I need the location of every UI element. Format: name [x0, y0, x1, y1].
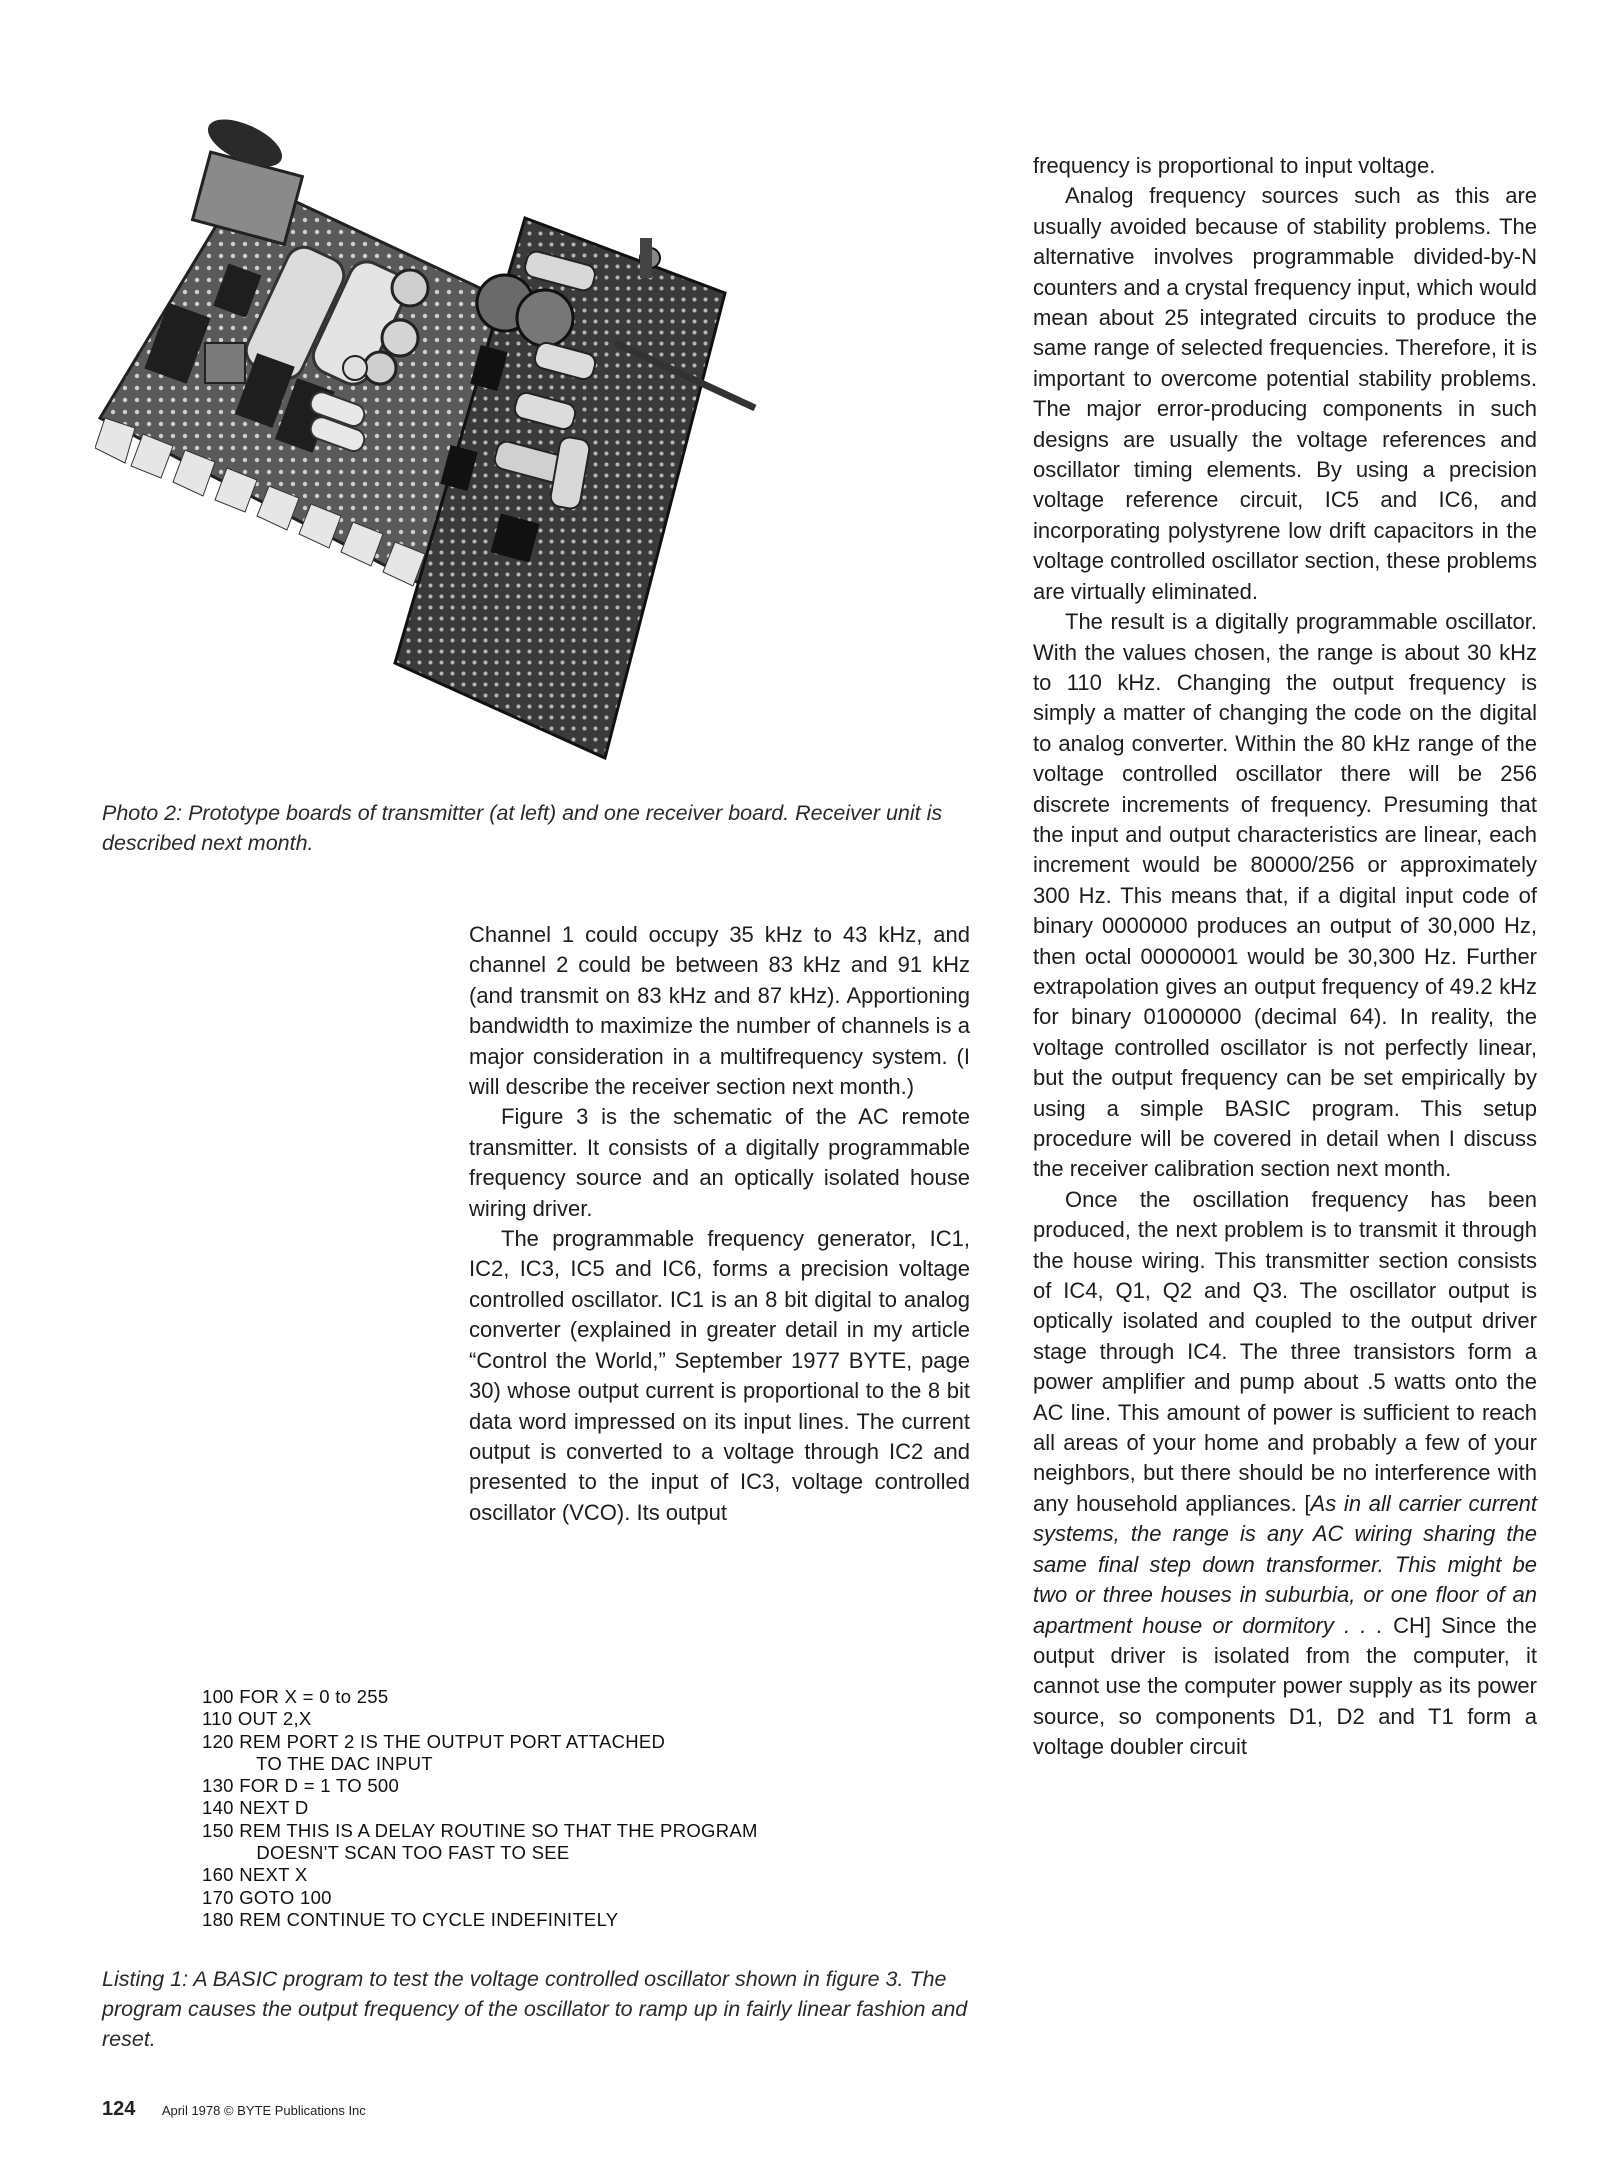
listing-line: TO THE DAC INPUT — [202, 1752, 433, 1774]
editor-note-italic: As in all carrier current systems, the range is any AC wiring sharing the same final step down transformer. This might be two or three houses in suburbia, or one floor of an apartment house or dormitory . . . — [1033, 1490, 1537, 1638]
right-paragraph-last — [1033, 1185, 1537, 1763]
last-para-start: Once the oscillation frequency has been produced, the next problem is to transmit it through the house wiring. This transmitter section consists of IC4, Q1, Q2 and Q3. The oscillator output is optically isolated and coupled to the output driver stage through IC4. The three transistors form a power amplifier and pump about .5 watts onto the AC line. This amount of power is sufficient to reach all areas of your home and probably a few of your neighbors, but there should be no interference with any household appliances. [ — [1033, 1186, 1537, 1516]
right-paragraph: The result is a digitally programmable oscillator. With the values chosen, the range is about 30 kHz to 110 kHz. Changing the output frequency is simply a matter of changing the code on the digital to analog converter. Within the 80 kHz range of the voltage controlled oscillator there will be 256 discrete increments of frequency. Presuming that the input and output characteristics are linear, each increment would be 80000/256 or approximately 300 Hz. This means that, if a digital input code of binary 0000000 produces an output of 30,000 Hz, then octal 00000001 would be 30,300 Hz. Further extrapolation gives an output frequency of 49.2 kHz for binary 01000000 (decimal 64). In reality, the voltage controlled oscillator is not perfectly linear, but the output frequency can be set empirically by using a simple BASIC program. This setup procedure will be covered in detail when I discuss the receiver calibration section next month. — [1033, 609, 1537, 1182]
middle-paragraph: Figure 3 is the schematic of the AC remote transmitter. It consists of a digitally programmable frequency source and an optically isolated house wiring driver. — [469, 1104, 970, 1221]
listing-line: 150 REM THIS IS A DELAY ROUTINE SO THAT THE PROGRAM — [202, 1819, 758, 1841]
footer-copyright: April 1978 © BYTE Publications Inc — [161, 2103, 366, 2118]
listing-line: 130 FOR D = 1 TO 500 — [202, 1775, 400, 1797]
middle-paragraph: The programmable frequency generator, IC1, IC2, IC3, IC5 and IC6, forms a precision voltage controlled oscillator. IC1 is an 8 bit digital to analog converter (explained in greater detail in my article “Control the World,” September 1977 BYTE, page 30) whose output current is proportional to the 8 bit data word impressed on its input lines. The current output is converted to a voltage through IC2 and presented to the input of IC3, voltage controlled oscillator (VCO). Its output — [469, 1226, 970, 1525]
listing-line: 180 REM CONTINUE TO CYCLE INDEFINITELY — [202, 1908, 619, 1930]
right-column — [1033, 151, 1537, 1763]
listing-line: 170 GOTO 100 — [202, 1886, 332, 1908]
editor-initials: CH] — [1382, 1612, 1431, 1638]
prototype-boards-photo — [95, 118, 1000, 780]
photo-caption: Photo 2: Prototype boards of transmitter (at left) and one receiver board. Receiver unit is described next month. — [102, 801, 943, 855]
right-paragraph: Analog frequency sources such as this are usually avoided because of stability problems. The alternative involves programmable divided-by-N counters and a crystal frequency input, which would mean about 25 integrated circuits to produce the same range of selected frequencies. Therefore, it is important to overcome potential stability problems. The major error-producing components in such designs are usually the voltage references and oscillator timing elements. By using a precision voltage reference circuit, IC5 and IC6, and incorporating polystyrene low drift capacitors in the voltage controlled oscillator section, these problems are virtually eliminated. — [1033, 183, 1537, 604]
listing-caption: Listing 1: A BASIC program to test the voltage controlled oscillator shown in figure 3. The program causes the output frequency of the oscillator to ramp up in fairly linear fashion and reset. — [102, 1967, 968, 2051]
page-footer — [102, 2098, 366, 2121]
listing-line: 100 FOR X = 0 to 255 — [202, 1686, 389, 1707]
middle-column — [469, 920, 970, 1528]
right-lead-line: frequency is proportional to input voltage. — [1033, 153, 1436, 178]
listing-line: 120 REM PORT 2 IS THE OUTPUT PORT ATTACHED — [202, 1730, 666, 1752]
last-para-end: Since the output driver is isolated from the computer, it cannot use the computer power supply as its power source, so components D1, D2 and T1 form a voltage doubler circuit — [1033, 1612, 1538, 1760]
listing-line: 160 NEXT X — [202, 1864, 308, 1886]
basic-listing — [202, 1686, 922, 1931]
listing-line: DOESN'T SCAN TOO FAST TO SEE — [202, 1842, 570, 1864]
listing-line: 140 NEXT D — [202, 1797, 309, 1819]
middle-paragraph: Channel 1 could occupy 35 kHz to 43 kHz, and channel 2 could be between 83 kHz and 91 kHz (and transmit on 83 kHz and 87 kHz). Apportioning bandwidth to maximize the number of channels is a major consideration in a multifrequency system. (I will describe the receiver section next month.) — [469, 922, 970, 1100]
listing-line: 110 OUT 2,X — [202, 1708, 312, 1730]
page-number: 124 — [102, 2098, 136, 2120]
